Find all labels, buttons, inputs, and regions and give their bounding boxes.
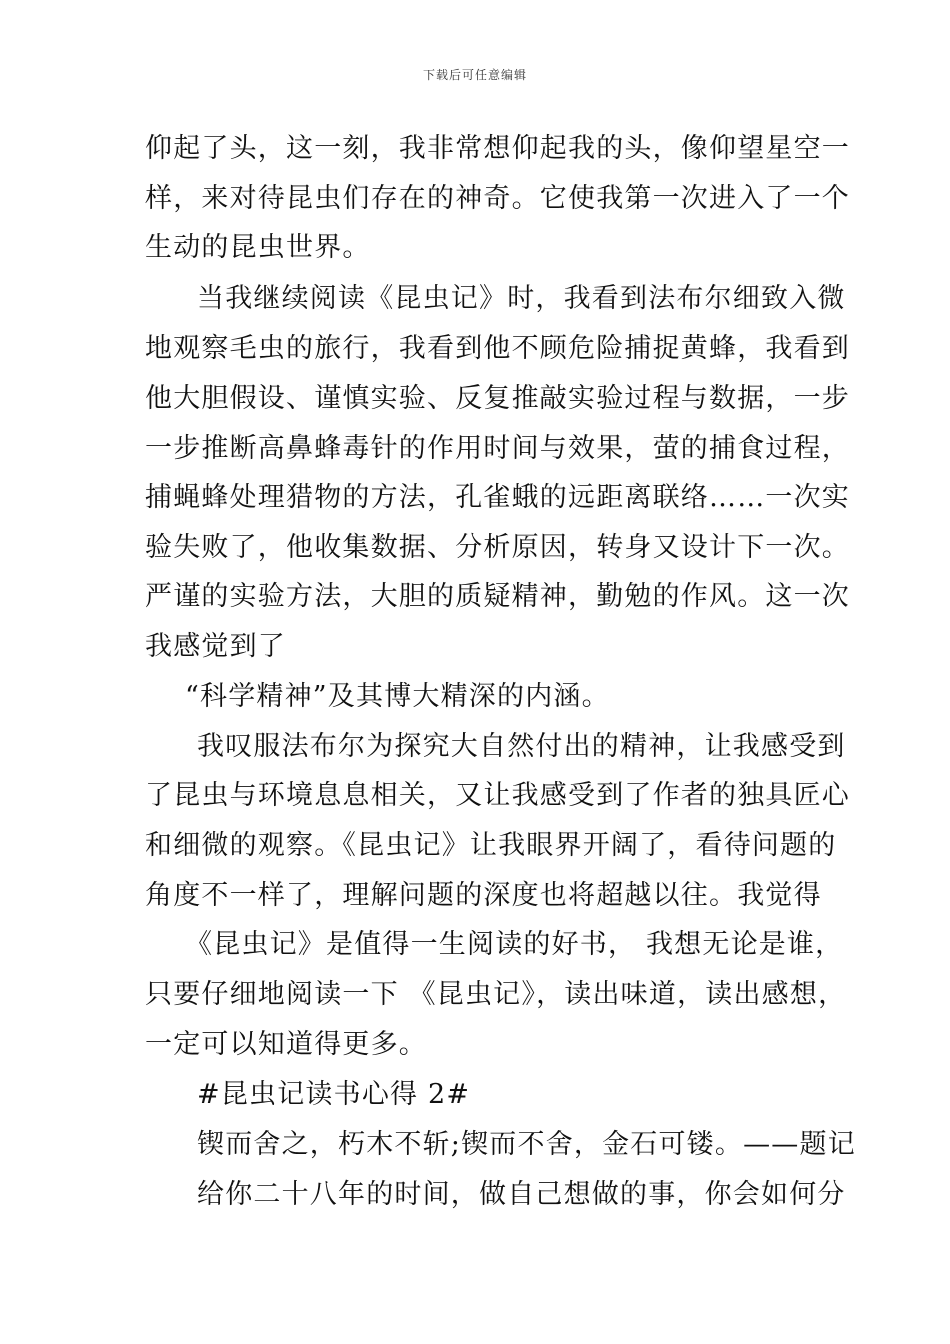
text-line: 《昆虫记》是值得一生阅读的好书， 我想无论是谁， [185,929,844,960]
text-line: 我叹服法布尔为探究大自然付出的精神，让我感受到 [197,731,846,762]
text-line: 我感觉到了 [145,631,286,662]
text-line: 和细微的观察。《昆虫记》让我眼界开阔了，看待问题的 [145,830,837,861]
text-line: 给你二十八年的时间，做自己想做的事，你会如何分 [197,1179,846,1210]
text-line: 角度不一样了，理解问题的深度也将超越以往。我觉得 [145,880,822,911]
text-line: 严谨的实验方法，大胆的质疑精神，勤勉的作风。这一次 [145,581,850,612]
text-line: 验失败了，他收集数据、分析原因，转身又设计下一次。 [145,532,850,563]
text-line: 地观察毛虫的旅行，我看到他不顾危险捕捉黄蜂，我看到 [145,333,850,364]
text-line: 生动的昆虫世界。 [145,232,371,263]
text-line: 锲而舍之，朽木不斩;锲而不舍，金石可镂。——题记 [197,1129,856,1160]
section-heading: #昆虫记读书心得 2# [197,1079,471,1110]
text-line: 他大胆假设、谨慎实验、反复推敲实验过程与数据，一步 [145,383,850,414]
text-line: 仰起了头，这一刻，我非常想仰起我的头，像仰望星空一 [145,133,850,164]
text-line: 一定可以知道得更多。 [145,1029,427,1060]
text-line: “科学精神”及其博大精深的内涵。 [185,681,610,712]
text-line: 一步推断高鼻蜂毒针的作用时间与效果，萤的捕食过程， [145,433,850,464]
text-line: 样，来对待昆虫们存在的神奇。它使我第一次进入了一个 [145,183,850,214]
text-line: 当我继续阅读《昆虫记》时，我看到法布尔细致入微 [197,283,846,314]
page-header-note: 下载后可任意编辑 [422,68,527,82]
text-line: 捕蝇蜂处理猎物的方法，孔雀蛾的远距离联络……一次实 [145,482,850,513]
text-line: 只要仔细地阅读一下 《昆虫记》，读出味道，读出感想， [145,979,847,1010]
text-line: 了昆虫与环境息息相关，又让我感受到了作者的独具匠心 [145,780,850,811]
